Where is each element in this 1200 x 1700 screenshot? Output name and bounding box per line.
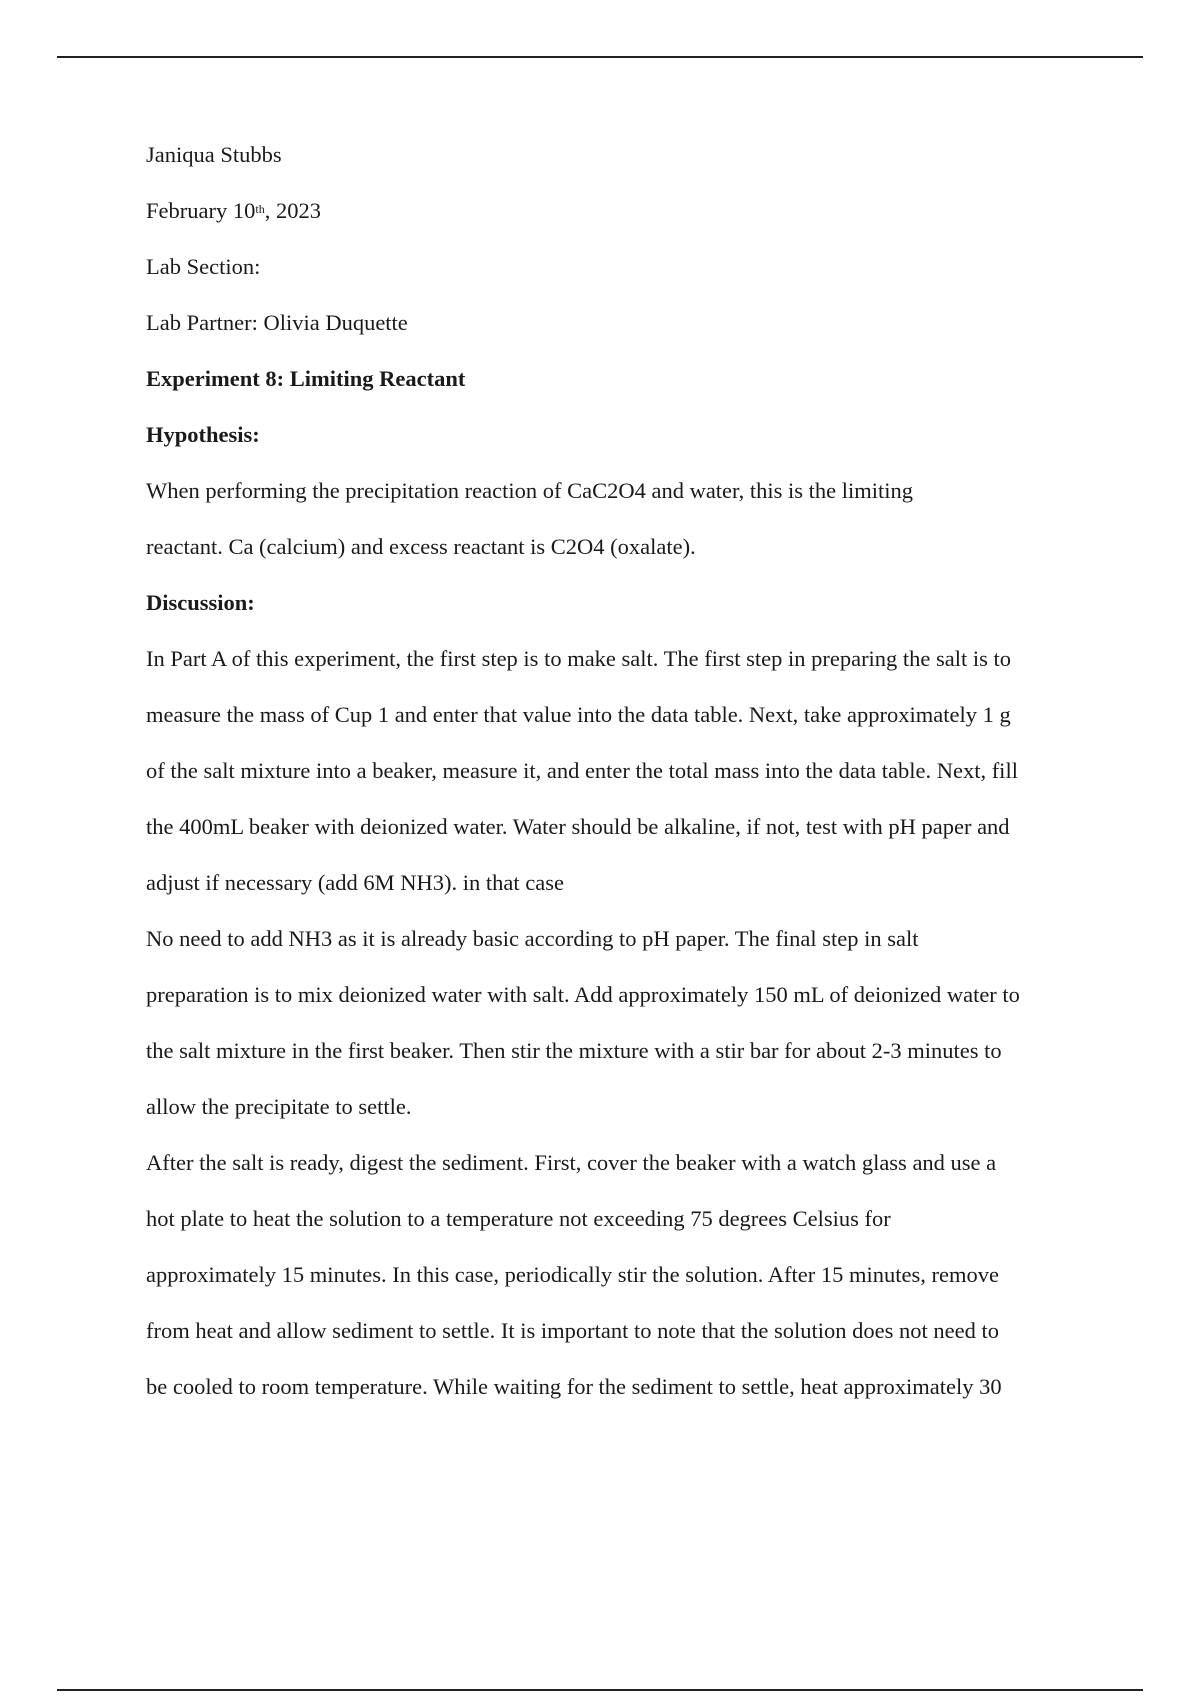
date-suffix: th bbox=[255, 202, 265, 216]
experiment-title: Experiment 8: Limiting Reactant bbox=[146, 366, 466, 391]
hypothesis-heading: Hypothesis: bbox=[146, 422, 260, 447]
report-date bbox=[146, 199, 1106, 255]
date-prefix: February 10 bbox=[146, 198, 256, 223]
discussion-line: No need to add NH3 as it is already basic according to pH paper. The final step in salt bbox=[146, 926, 919, 951]
discussion-line: measure the mass of Cup 1 and enter that value into the data table. Next, take approximately 1 g bbox=[146, 702, 1011, 727]
discussion-line: allow the precipitate to settle. bbox=[146, 1094, 412, 1119]
lab-section: Lab Section: bbox=[146, 254, 261, 279]
discussion-line: preparation is to mix deionized water with salt. Add approximately 150 mL of deionized water to bbox=[146, 982, 1020, 1007]
discussion-line: adjust if necessary (add 6M NH3). in that case bbox=[146, 870, 564, 895]
top-rule bbox=[57, 56, 1143, 58]
lab-partner: Lab Partner: Olivia Duquette bbox=[146, 310, 408, 335]
discussion-line: be cooled to room temperature. While waiting for the sediment to settle, heat approximately 30 bbox=[146, 1374, 1002, 1399]
author-name: Janiqua Stubbs bbox=[146, 142, 282, 167]
discussion-line: of the salt mixture into a beaker, measure it, and enter the total mass into the data table. Next, fill bbox=[146, 758, 1018, 783]
discussion-line: the 400mL beaker with deionized water. Water should be alkaline, if not, test with pH paper and bbox=[146, 814, 1010, 839]
discussion-line: from heat and allow sediment to settle. It is important to note that the solution does not need to bbox=[146, 1318, 999, 1343]
bottom-rule bbox=[57, 1689, 1143, 1691]
discussion-line: In Part A of this experiment, the first step is to make salt. The first step in preparing the salt is to bbox=[146, 646, 1012, 671]
discussion-heading: Discussion: bbox=[146, 590, 255, 615]
date-year: , 2023 bbox=[264, 198, 321, 223]
discussion-line: After the salt is ready, digest the sediment. First, cover the beaker with a watch glass and use a bbox=[146, 1150, 997, 1175]
discussion-line: the salt mixture in the first beaker. Then stir the mixture with a stir bar for about 2-3 minutes to bbox=[146, 1038, 1002, 1063]
document-body bbox=[146, 143, 1106, 1431]
discussion-line: hot plate to heat the solution to a temperature not exceeding 75 degrees Celsius for bbox=[146, 1206, 891, 1231]
hypothesis-line: When performing the precipitation reaction of CaC2O4 and water, this is the limiting bbox=[146, 478, 914, 503]
discussion-line: approximately 15 minutes. In this case, periodically stir the solution. After 15 minutes, remove bbox=[146, 1262, 999, 1287]
hypothesis-line: reactant. Ca (calcium) and excess reactant is C2O4 (oxalate). bbox=[146, 534, 696, 559]
